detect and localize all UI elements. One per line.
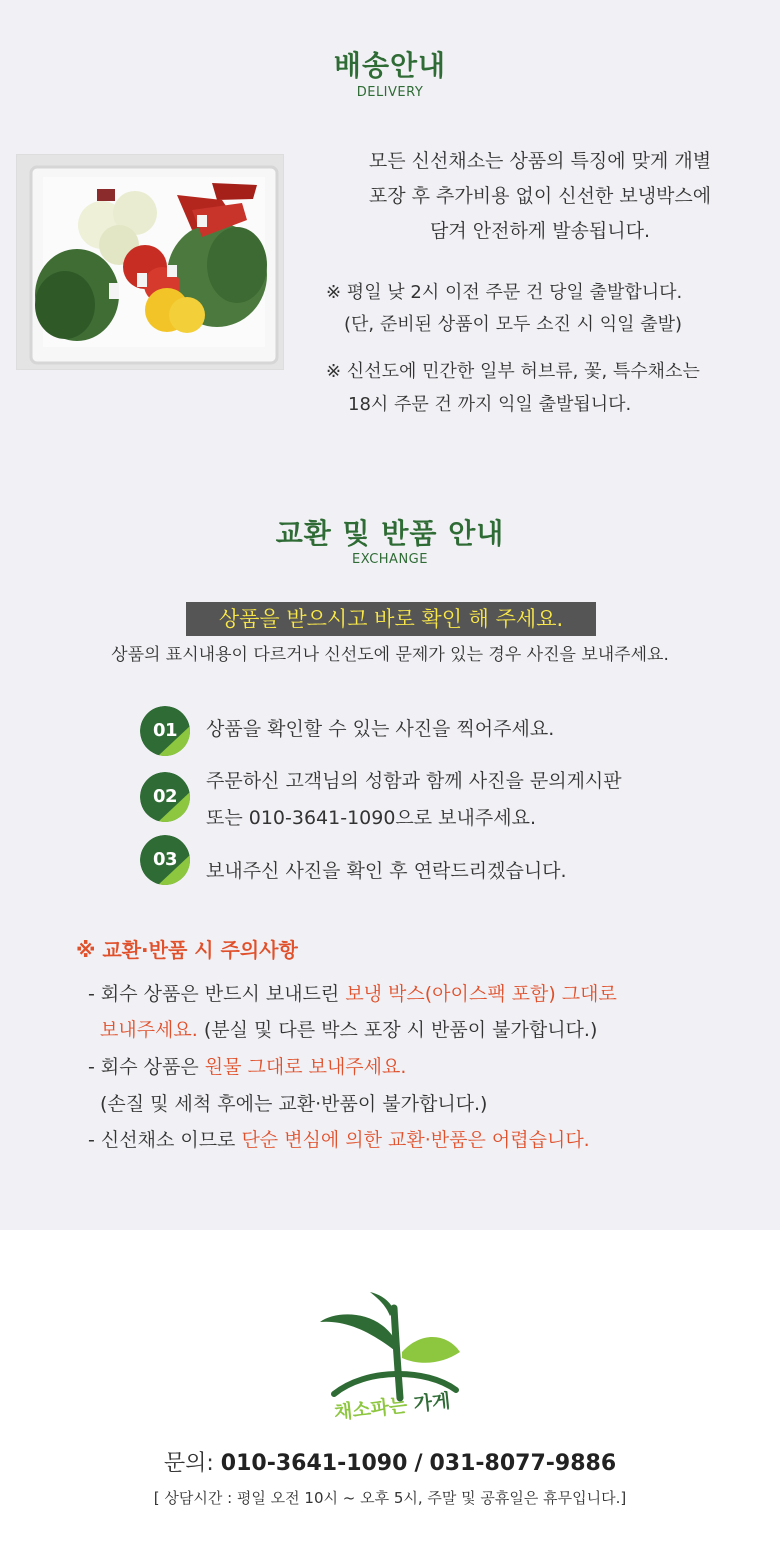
delivery-title: 배송안내 (333, 49, 447, 82)
delivery-note-2-detail: 18시 주문 건 까지 익일 출발됩니다. (348, 394, 632, 415)
caution-text: - 신선채소 이므로 (88, 1129, 242, 1151)
delivery-note-1-detail: (단, 준비된 상품이 모두 소진 시 익일 출발) (344, 314, 683, 335)
exchange-title: 교환 및 반품 안내 (275, 517, 505, 550)
caution-text: - 회수 상품은 (88, 1056, 205, 1078)
delivery-description-line: 포장 후 추가비용 없이 신선한 보냉박스에 (368, 185, 712, 207)
step-02-text-line2: 또는 010-3641-1090으로 보내주세요. (206, 807, 536, 829)
caution-highlight: 보내주세요. (100, 1019, 198, 1041)
contact-label: 문의: (163, 1451, 214, 1476)
caution-title: ※ 교환·반품 시 주의사항 (76, 938, 298, 962)
exchange-subtitle: EXCHANGE (352, 552, 428, 567)
caution-item-2-line2: (손질 및 세척 후에는 교환·반품이 불가합니다.) (100, 1093, 488, 1115)
caution-item-1 (88, 976, 617, 1013)
caution-item-3 (88, 1122, 590, 1159)
caution-item-1-line2 (100, 1012, 597, 1049)
caution-text: (분실 및 다른 박스 포장 시 반품이 불가합니다.) (197, 1019, 598, 1041)
step-badge-01 (140, 706, 190, 756)
phone-2[interactable]: 031-8077-9886 (429, 1451, 617, 1476)
vegetable-box-photo (16, 154, 284, 370)
delivery-description (300, 144, 780, 249)
step-02-text-line1: 주문하신 고객님의 성함과 함께 사진을 문의게시판 (206, 770, 622, 792)
logo-text-a: 채소파는 (332, 1394, 409, 1425)
footer (0, 1230, 780, 1568)
check-banner: 상품을 받으시고 바로 확인 해 주세요. (186, 602, 596, 636)
exchange-description: 상품의 표시내용이 다르거나 신선도에 문제가 있는 경우 사진을 보내주세요. (111, 645, 669, 665)
consultation-hours: [ 상담시간 : 평일 오전 10시 ~ 오후 5시, 주말 및 공휴일은 휴무입니다.] (153, 1489, 627, 1507)
logo-text-b: 가게 (412, 1389, 452, 1416)
step-number: 02 (152, 786, 178, 807)
step-03-text: 보내주신 사진을 확인 후 연락드리겠습니다. (206, 860, 567, 882)
step-number: 01 (152, 720, 178, 741)
caution-text: - 회수 상품은 반드시 보내드린 (88, 983, 346, 1005)
caution-highlight: 보냉 박스(아이스팩 포함) 그대로 (345, 983, 617, 1005)
step-badge-02 (140, 772, 190, 822)
delivery-description-line: 모든 신선채소는 상품의 특징에 맞게 개별 (368, 150, 712, 172)
delivery-note-1: ※ 평일 낮 2시 이전 주문 건 당일 출발합니다. (326, 282, 683, 303)
step-number: 03 (152, 849, 178, 870)
delivery-subtitle: DELIVERY (356, 85, 424, 100)
delivery-description-line: 담겨 안전하게 발송됩니다. (429, 220, 650, 242)
caution-highlight: 원물 그대로 보내주세요. (204, 1056, 407, 1078)
step-badge-03 (140, 835, 190, 885)
caution-item-2 (88, 1049, 406, 1086)
caution-highlight: 단순 변심에 의한 교환·반품은 어렵습니다. (241, 1129, 590, 1151)
delivery-note-2: ※ 신선도에 민간한 일부 허브류, 꽃, 특수채소는 (326, 361, 700, 382)
step-01-text: 상품을 확인할 수 있는 사진을 찍어주세요. (206, 718, 555, 740)
phone-separator: / (414, 1451, 423, 1476)
phone-1[interactable]: 010-3641-1090 (220, 1451, 408, 1476)
contact-info (0, 1446, 780, 1482)
store-logo (316, 1290, 466, 1430)
